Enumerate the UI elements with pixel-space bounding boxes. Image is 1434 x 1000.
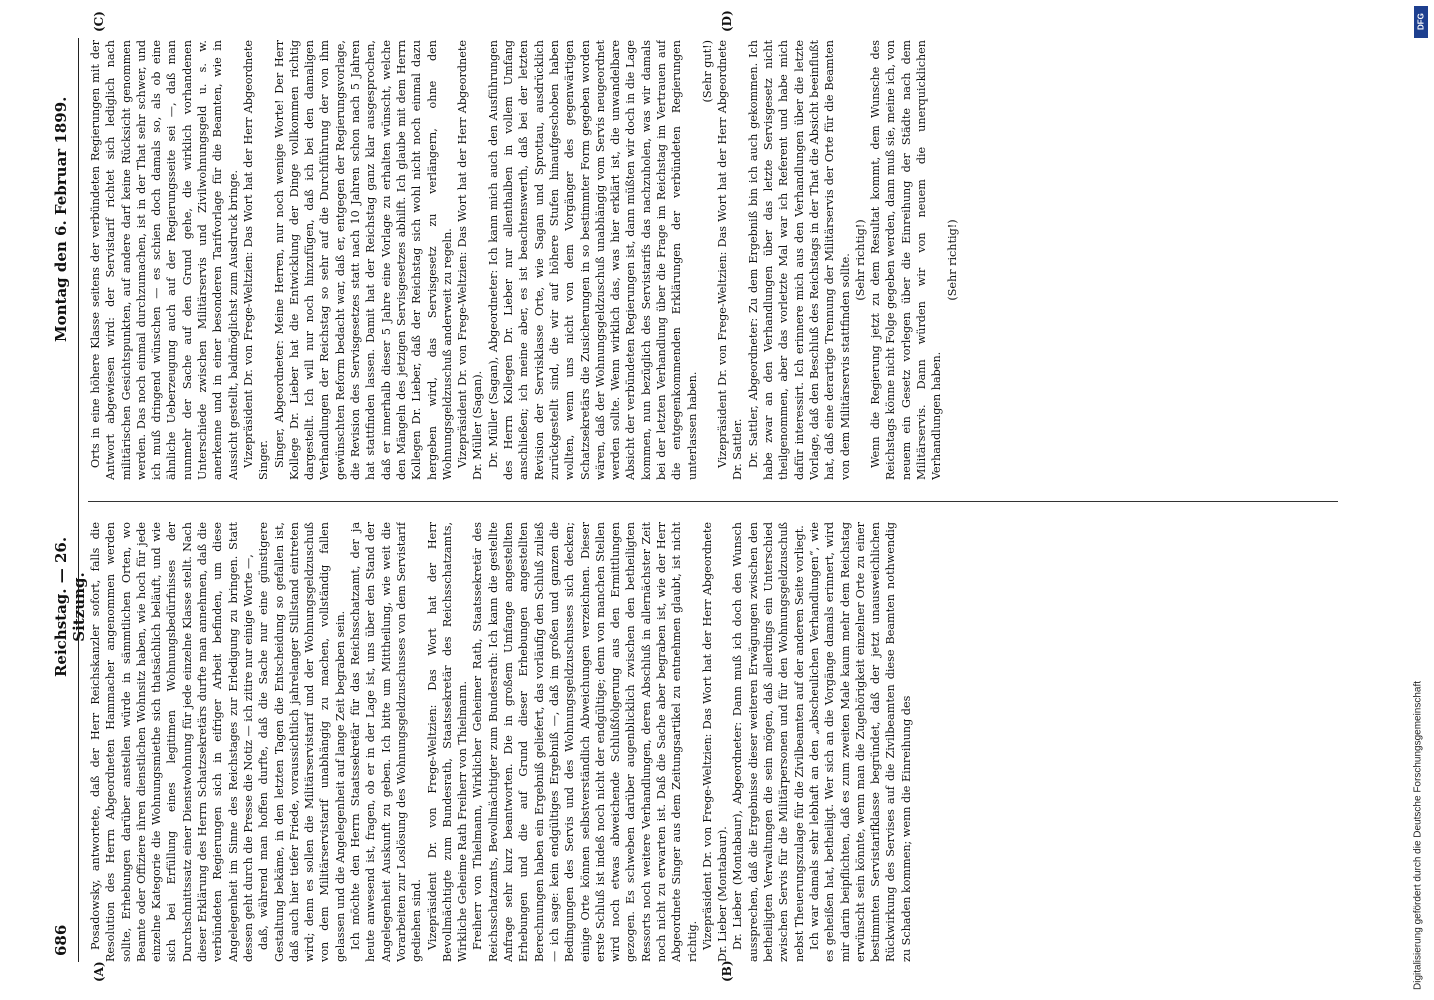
margin-marker-c: (C)	[92, 11, 106, 32]
margin-marker-d: (D)	[720, 10, 734, 32]
paragraph: Dr. Sattler, Abgeordneter: Zu dem Ergebniß bin ich auch gekommen. Ich habe zwar an den Verhandlungen über das letzte Servisgesetz nicht theilgenommen, aber das vorletzte Mal war ich Referent und habe mich dafür interessirt. Ich erinnere mich aus den Verhandlungen über die letzte Vorlage, daß den Beschluß des Reichstags in der That die Absicht beeinflußt hat, daß eine derartige Trennung der Militärservis der Orte für die Beamten von dem Militärservis stattfinden sollte.	[746, 40, 852, 480]
paragraph: Posadowsky, antwortete, daß der Herr Reichskanzler sofort, falls die Resolution des Herrn Abgeordneten Hammacher angenommen werden sollte, Erhebungen darüber anstellen würde in sämmtlichen Orten, wo Beamte oder Offiziere ihren dienstlichen Wohnsitz haben, wie hoch für jede einzelne Kategorie die Wohnungsmiethe sich thatsächlich beläuft, und wie sich bei Erfüllung eines legitimen Wohnungsbedürfnisses der Durchschnittssatz einer Dienstwohnung für jede einzelne Klasse stellt. Nach dieser Erklärung des Herrn Schatzsekretärs durfte man annehmen, daß die verbündeten Regierungen sich in eifriger Arbeit befinden, um diese Angelegenheit im Sinne des Reichstages zur Erledigung zu bringen. Statt dessen geht durch die Presse die Notiz — ich zitire nur einige Worte —,	[89, 522, 255, 962]
paragraph: Vizepräsident Dr. von Frege-Weltzien: Das Wort hat der Herr Abgeordnete Dr. Sattler.	[716, 40, 745, 480]
page-header	[52, 38, 88, 962]
paragraph: Orts in eine höhere Klasse seitens der verbündeten Regierungen mit der Antwort abgewiesen wird: der Servistarif richtet sich lediglich nach militärischen Gesichtspunkten, auf andere darf keine Rücksicht genommen werden. Das noch einmal durchzumachen, ist in der That sehr schwer, und ich muß dringend wünschen — es schien doch damals so, als ob eine ähnliche Ueberzeugung auch auf der Regierungsseite sei —, daß man nunmehr der Sache auf den Grund gehe, die wirklich vorhandenen Unterschiede zwischen Militärservis und Zivilwohnungsgeld u. s. w. anerkenne und in einer besonderen Tarifvorlage für die Beamten, wie in Aussicht gestellt, baldmöglichst zum Ausdruck bringe.	[89, 40, 240, 480]
paragraph: (Sehr richtig!)	[853, 219, 867, 301]
paragraph: (Sehr gut!)	[700, 40, 714, 103]
dfg-logo: DFG	[1414, 6, 1428, 38]
margin-marker-b: (B)	[720, 960, 734, 982]
paragraph: Vizepräsident Dr. von Frege-Weltzien: Das Wort hat der Herr Abgeordnete Singer.	[241, 40, 271, 480]
paragraph: Ich möchte den Herrn Staatssekretär für das Reichsschatzamt, der ja heute anwesend ist, fragen, ob er in der Lage ist, uns über den Stand der Angelegenheit Auskunft zu geben. Ich bitte um Mittheilung, wie weit die Vorarbeiten zur Loslösung des Wohnungsgeldzuschusses von dem Servistarif gediehen sind.	[349, 522, 424, 962]
paragraph: Ich war damals sehr lebhaft an den „abscheulichen Verhandlungen“, wie es geheißen hat, betheiligt. Wer sich an die Vorgänge damals erinnert, wird mir darin beipflichten, daß es zum zweiten Male kaum mehr dem Reichstag erwünscht sein könnte, wenn man die Zugehörigkeit einzelner Orte zu einer bestimmten Servistarifklasse begründet, daß der jetzt unausweichlichen Rückwirkung des Servises auf die Zivilbeamten diese Beamten nothwendig zu Schaden kommen; wenn die Einreihung des	[807, 522, 913, 962]
paragraph: daß, während man hoffen durfte, daß die Sache nur eine günstigere Gestaltung bekäme, in den letzten Tagen die Entscheidung so gefallen ist, daß auch hier tiefer Friede, voraussichtlich jahrelanger Stillstand eintreten wird; denn es sollen die Militärservistarif und der Wohnungsgeldzuschuß von dem Militärservistarif unabhängig zu machen, vollständig fallen gelassen und die Angelegenheit auf lange Zeit begraben sein.	[257, 522, 347, 962]
paragraph: (Sehr richtig!)	[945, 219, 959, 301]
session-title: Reichstag. — 26. Sitzung.	[52, 536, 88, 678]
paragraph: Vizepräsident Dr. von Frege-Weltzien: Das Wort hat der Herr Abgeordnete Dr. Lieber (Montabaur).	[700, 522, 730, 962]
paragraph: Dr. Müller (Sagan), Abgeordneter: Ich kann mich auch den Ausführungen des Herrn Kollegen Dr. Lieber nur allenthalben in vollem Umfang anschließen; ich meine aber, es ist beachtenswerth, daß bei der letzten Revision der Servisklasse Orte, wie Sagan und Sprottau, ausdrücklich zurückgestellt sind, die wir auf höhere Stufen hinaufgeschoben haben wollten, wenn uns nicht von dem Vorgänger des gegenwärtigen Schatzsekretärs die Zusicherungen in so bestimmter Form gegeben worden wären, daß der Wohnungsgeldzuschuß unabhängig vom Servis neugeordnet werden sollte. Wenn wirklich das, was hier erklärt ist, die unwandelbare Absicht der verbündeten Regierungen ist, dann müßten wir doch in die Lage kommen, nun bezüglich des Servistarifs das nachzuholen, was wir damals bei der letzten Verhandlung über die Frage im Reichstag im Vertrauen auf die entgegenkommenden Erklärungen der verbündeten Regierungen unterlassen haben.	[486, 40, 699, 480]
right-column	[88, 40, 1338, 480]
paragraph: Singer, Abgeordneter: Meine Herren, nur noch wenige Worte! Der Herr Kollege Dr. Lieber hat die Entwicklung der Dinge vollkommen richtig dargestellt. Ich will nur noch hinzufügen, daß ich bei den damaligen Verhandlungen der Reichstag so sehr auf die Durchführung der von ihm gewünschten Reform bedacht war, daß er, entgegen der Regierungsvorlage, die Revision des Servisgesetzes statt nach 10 Jahren schon nach 5 Jahren hat stattfinden lassen. Damit hat der Reichstag ganz klar ausgesprochen, daß er innerhalb dieser 5 Jahre eine Vorlage zu erhalten wünscht, welche den Mängeln des jetzigen Servisgesetzes abhilft. Ich glaube mit dem Herrn Kollegen Dr. Lieber, daß der Reichstag sich wohl nicht noch einmal dazu hergeben wird, das Servisgesetz zu verlängern, ohne den Wohnungsgeldzuschuß anderweit zu regeln.	[272, 40, 454, 480]
paragraph: Freiherr von Thielmann, Wirklicher Geheimer Rath, Staatssekretär des Reichsschatzamts, Bevollmächtigter zum Bundesrath: Ich kann die gestellte Anfrage sehr kurz beantworten. Die in großem Umfange angestellten Erhebungen und die auf Grund dieser Erhebungen angestellten Berechnungen haben ein Ergebniß geliefert, das vorläufig den Schluß zuließ — ich sage: kein endgültiges Ergebniß —, daß im großen und ganzen die Bedingungen des Servis und des Wohnungsgeldzuschusses sich decken; einige Orte können selbstverständlich Abweichungen verzeichnen. Dieser erste Schluß ist indeß noch nicht der endgültige; denn von manchen Stellen wird noch etwas abweichende Schlußfolgerung aus den Ermittlungen gezogen. Es schweben darüber augenblicklich zwischen den betheiligten Ressorts noch weitere Verhandlungen, deren Abschluß in allernächster Zeit noch nicht zu erwarten ist. Daß die Sache aber begraben ist, wie der Herr Abgeordnete Singer aus dem Zeitungsartikel zu entnehmen glaubt, ist nicht richtig.	[471, 522, 699, 962]
paragraph: Vizepräsident Dr. von Frege-Weltzien: Das Wort hat der Herr Abgeordnete Dr. Müller (Sagan).	[456, 40, 485, 480]
paragraph: Vizepräsident Dr. von Frege-Weltzien: Das Wort hat der Herr Bevollmächtigte zum Bundesrath, Staatssekretär des Reichsschatzamts, Wirkliche Geheime Rath Freiherr von Thielmann.	[425, 522, 470, 962]
column-divider	[88, 501, 1338, 502]
header-rule	[78, 38, 79, 962]
paragraph: Wenn die Regierung jetzt zu dem Resultat kommt, dem Wunsche des Reichstags könne nicht Folge gegeben werden, dann muß sie, meine ich, von neuem ein Gesetz vorlegen über die Einreihung der Städte nach dem Militärservis. Dann würden wir von neuem die unerquicklichen Verhandlungen haben.	[869, 40, 944, 480]
digitization-credit: Digitalisierung gefördert durch die Deutsche Forschungsgemeinschaft	[1412, 680, 1424, 990]
session-date: Montag den 6. Februar 1899.	[52, 96, 70, 342]
page-number: 686	[52, 924, 70, 956]
paragraph: Dr. Lieber (Montabaur), Abgeordneter: Dann muß ich doch den Wunsch aussprechen, daß die Ergebnisse dieser weiteren Erwägungen zwischen den betheiligten Verwaltungen die sein mögen, daß allerdings ein Unterschied zwischen Servis für die Militärpersonen und für den Wohnungsgeldzuschuß nebst Theuerungszulage für die Zivilbeamten auf der anderen Seite vorliegt.	[731, 522, 806, 962]
left-column	[88, 522, 1338, 962]
margin-marker-a: (A)	[92, 961, 106, 982]
